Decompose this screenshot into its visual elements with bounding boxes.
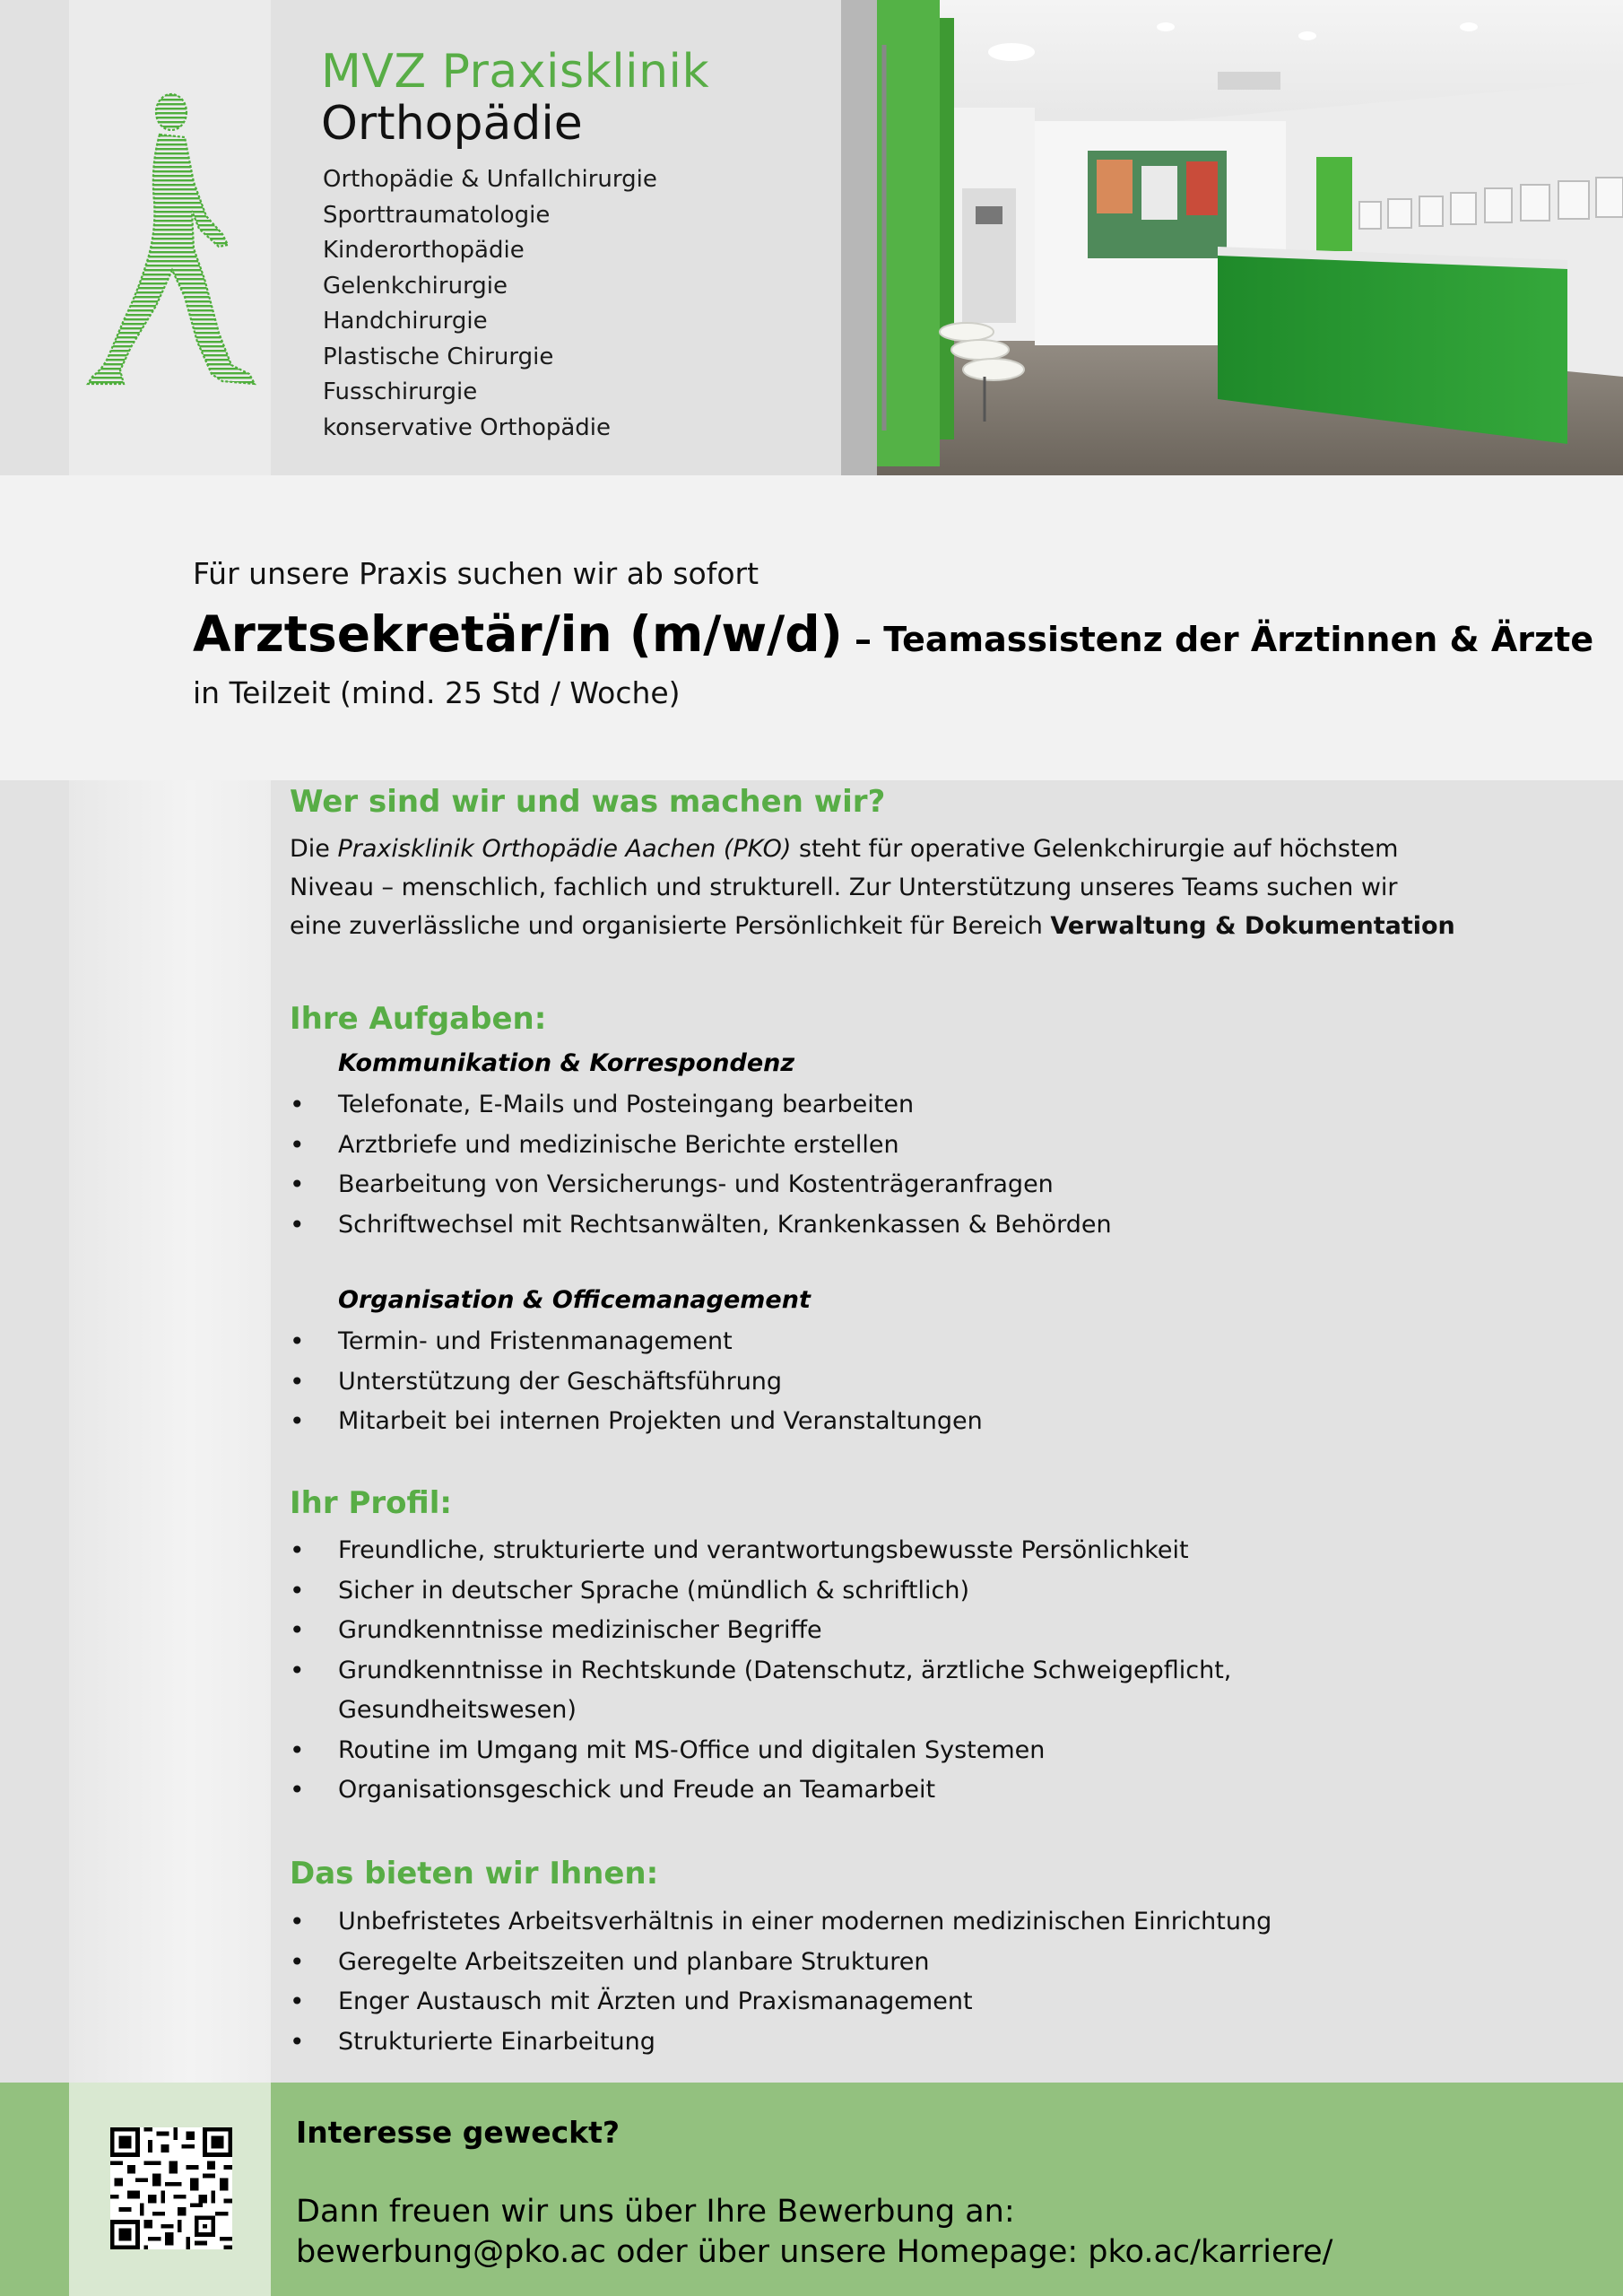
specialty-item: Plastische Chirurgie	[323, 343, 554, 370]
brand-name: MVZ Praxisklinik	[321, 45, 710, 99]
list-item: • Unterstützung der Geschäftsführung	[290, 1362, 1455, 1403]
about-text-clinic-name: Praxisklinik Orthopädie Aachen (PKO)	[337, 835, 792, 863]
list-item: • Termin- und Fristenmanagement	[290, 1322, 1455, 1362]
qr-code[interactable]	[110, 2127, 232, 2249]
list-item: • Organisationsgeschick und Freude an Teamarbeit	[290, 1770, 1294, 1811]
clinic-reception-photo	[841, 0, 1623, 475]
specialty-item: Handchirurgie	[323, 308, 488, 335]
list-item: • Sicher in deutscher Sprache (mündlich & schriftlich)	[290, 1571, 1294, 1612]
specialties-list	[323, 162, 657, 446]
specialty-item: Sporttraumatologie	[323, 201, 551, 229]
specialty-item: Orthopädie & Unfallchirurgie	[323, 166, 657, 193]
list-item: • Unbefristetes Arbeitsverhältnis in einer modernen medizinischen Einrichtung	[290, 1902, 1545, 1943]
profile-list	[290, 1531, 1294, 1811]
specialty-item: konservative Orthopädie	[323, 413, 612, 441]
about-text-body: steht für operative Gelenkchirurgie auf höchstem Niveau – menschlich, fachlich und strukturell. Zur Unterstützung unseres Teams suchen wir eine zuverlässliche und organisierte Persönlichkeit für Bereich	[290, 835, 1399, 940]
job-title-main: Arztsekretär/in (m/w/d)	[193, 605, 843, 663]
job-title-rest: – Teamassistenz der Ärztinnen & Ärzte	[842, 620, 1594, 659]
about-heading: Wer sind wir und was machen wir?	[290, 784, 886, 820]
brand-subtitle: Orthopädie	[321, 97, 583, 151]
list-item: • Arztbriefe und medizinische Berichte erstellen	[290, 1126, 1455, 1166]
specialty-item: Fusschirurgie	[323, 378, 478, 405]
specialty-item: Kinderorthopädie	[323, 237, 525, 264]
footer-contact[interactable]: bewerbung@pko.ac oder über unsere Homepage: pko.ac/karriere/	[296, 2234, 1333, 2270]
list-item: • Mitarbeit bei internen Projekten und Veranstaltungen	[290, 1402, 1455, 1442]
footer-heading: Interesse geweckt?	[296, 2115, 621, 2150]
list-item: • Grundkenntnisse medizinischer Begriffe	[290, 1611, 1294, 1651]
tasks-group1-title: Kommunikation & Korrespondenz	[338, 1049, 795, 1077]
tasks-group1-list	[290, 1085, 1455, 1245]
offer-heading: Das bieten wir Ihnen:	[290, 1856, 659, 1892]
list-item: • Grundkenntnisse in Rechtskunde (Datenschutz, ärztliche Schweigepflicht, Gesundheitswesen)	[290, 1651, 1294, 1731]
list-item: • Telefonate, E-Mails und Posteingang bearbeiten	[290, 1085, 1455, 1126]
job-hours: in Teilzeit (mind. 25 Std / Woche)	[193, 675, 681, 710]
list-item: • Strukturierte Einarbeitung	[290, 2022, 1545, 2063]
list-item: • Freundliche, strukturierte und verantwortungsbewusste Persönlichkeit	[290, 1531, 1294, 1571]
list-item: • Geregelte Arbeitszeiten und planbare Strukturen	[290, 1943, 1545, 1983]
about-text-prefix: Die	[290, 835, 338, 863]
list-item: • Enger Austausch mit Ärzten und Praxismanagement	[290, 1982, 1545, 2022]
profile-heading: Ihr Profil:	[290, 1485, 452, 1521]
list-item: • Routine im Umgang mit MS-Office und digitalen Systemen	[290, 1731, 1294, 1771]
list-item: • Schriftwechsel mit Rechtsanwälten, Krankenkassen & Behörden	[290, 1205, 1455, 1246]
intro-subtitle: Für unsere Praxis suchen wir ab sofort	[193, 556, 759, 591]
about-text	[290, 830, 1455, 945]
specialty-item: Gelenkchirurgie	[323, 272, 508, 300]
list-item: • Bearbeitung von Versicherungs- und Kostenträgeranfragen	[290, 1165, 1455, 1205]
tasks-heading: Ihre Aufgaben:	[290, 1001, 547, 1037]
job-title	[193, 605, 1593, 663]
offer-list	[290, 1902, 1545, 2062]
footer-text: Dann freuen wir uns über Ihre Bewerbung an:	[296, 2194, 1015, 2230]
tasks-group2-list	[290, 1322, 1455, 1442]
tasks-group2-title: Organisation & Officemanagement	[338, 1286, 811, 1314]
walking-figure-logo	[79, 85, 258, 395]
about-text-focus: Verwaltung & Dokumentation	[1050, 912, 1455, 940]
